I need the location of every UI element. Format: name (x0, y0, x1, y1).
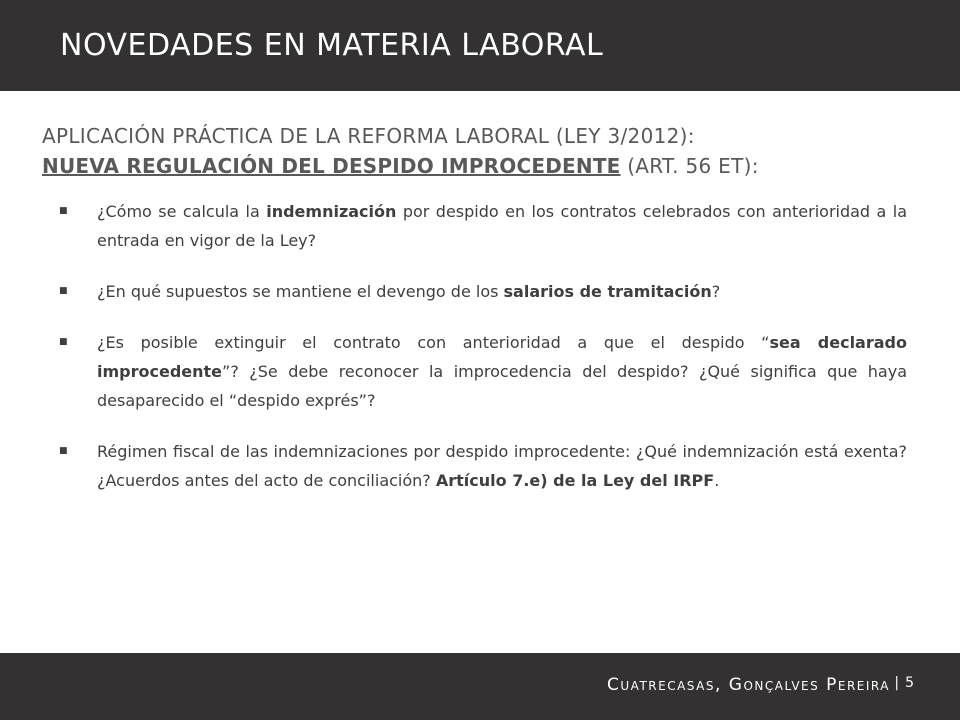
item-text: ? (711, 282, 721, 301)
item-text: . (714, 471, 720, 490)
page-number (894, 675, 914, 691)
square-bullet-icon: ■ (59, 286, 68, 296)
item-text: ¿Es posible extinguir el contrato con anterioridad a que el despido “ (97, 333, 770, 352)
item-text: ¿En qué supuestos se mantiene el devengo de los (97, 282, 504, 301)
footer-bar (0, 653, 960, 720)
item-text: ¿Cómo se calcula la (97, 202, 267, 221)
subtitle-emphasis: NUEVA REGULACIÓN DEL DESPIDO IMPROCEDENTE (42, 154, 621, 178)
page-separator: | (894, 675, 900, 691)
subtitle-line-1: APLICACIÓN PRÁCTICA DE LA REFORMA LABORAL (LEY 3/2012): (42, 124, 695, 148)
square-bullet-icon: ■ (59, 446, 68, 456)
item-bold-text: salarios de tramitación (503, 282, 712, 301)
item-bold-text: sea declarado improcedente (97, 333, 907, 381)
section-subtitle (42, 121, 902, 181)
firm-name: Cuatrecasas, Gonçalves Pereira (607, 675, 890, 695)
square-bullet-icon: ■ (59, 337, 68, 347)
item-bold-text: indemnización (266, 202, 397, 221)
square-bullet-icon: ■ (59, 206, 68, 216)
list-item (55, 437, 907, 495)
subtitle-line-2 (42, 151, 902, 181)
list-item (55, 328, 907, 415)
item-text: por despido en los contratos celebrados con anterioridad a la entrada en vigor de la Ley? (97, 202, 907, 250)
page-number-value: 5 (905, 675, 914, 691)
item-text: Régimen fiscal de las indemnizaciones por despido improcedente: ¿Qué indemnización está exenta? ¿Acuerdos antes del acto de conciliación? (97, 442, 907, 490)
list-item (55, 197, 907, 255)
header-bar (0, 0, 960, 91)
list-item (55, 277, 907, 306)
subtitle-suffix: (ART. 56 ET): (620, 154, 759, 178)
question-list (55, 197, 907, 517)
item-bold-text: Artículo 7.e) de la Ley del IRPF (435, 471, 715, 490)
item-text: ”? ¿Se debe reconocer la improcedencia del despido? ¿Qué significa que haya desaparecido el “despido exprés”? (97, 362, 907, 410)
slide-title: NOVEDADES EN MATERIA LABORAL (60, 28, 604, 63)
